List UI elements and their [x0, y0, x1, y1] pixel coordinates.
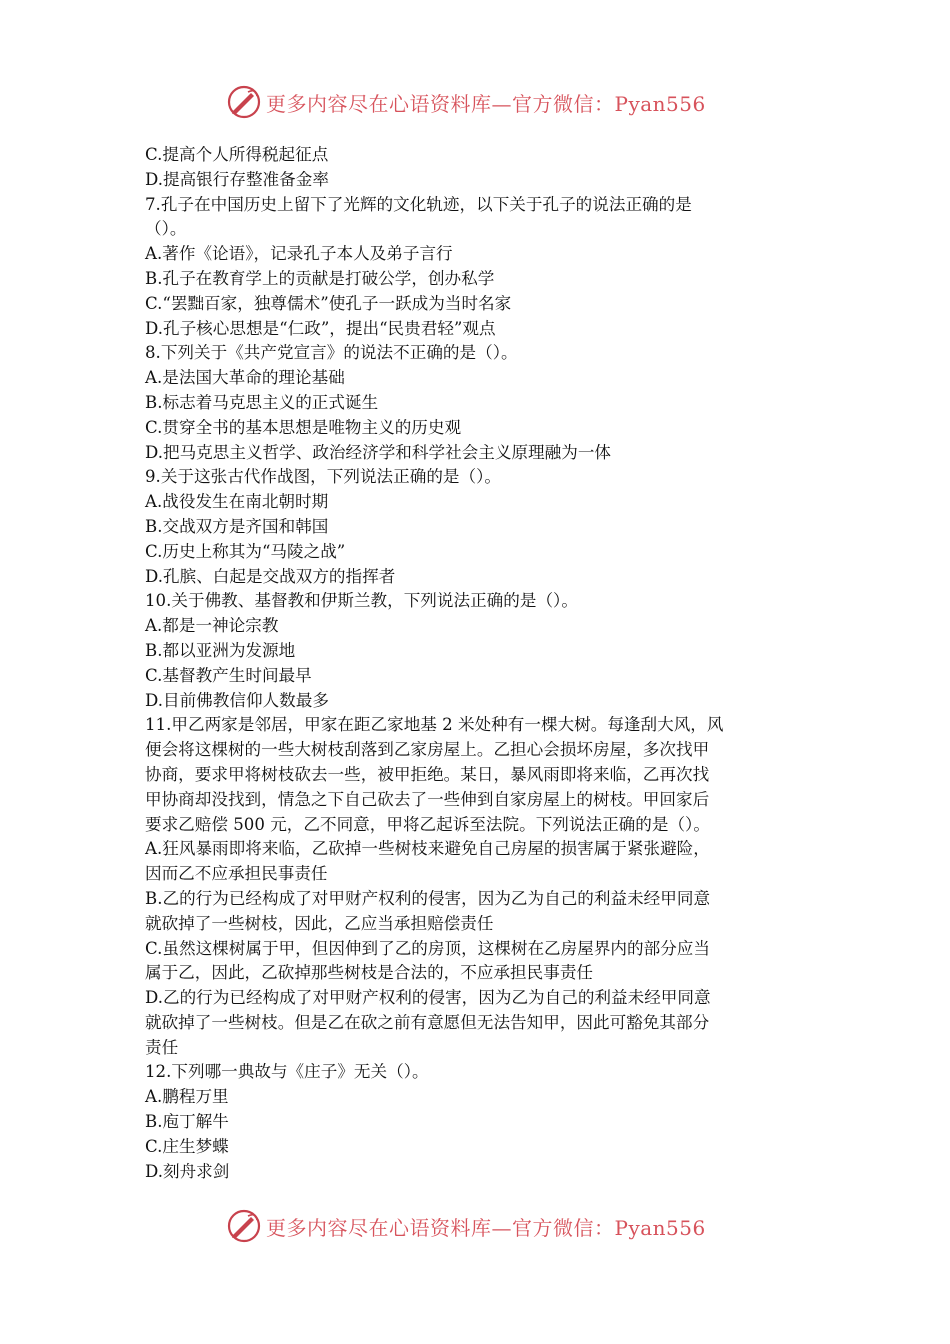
option-line: C.“罢黜百家，独尊儒术”使孔子一跃成为当时名家 [145, 293, 512, 313]
pen-circle-logo-icon [226, 1208, 262, 1244]
option-line: D.把马克思主义哲学、政治经济学和科学社会主义原理融为一体 [145, 442, 612, 462]
text-line: 责任 [145, 1037, 179, 1057]
option-line: A.都是一神论宗教 [145, 616, 279, 636]
option-line: D.孔子核心思想是“仁政”，提出“民贵君轻”观点 [145, 318, 496, 338]
text-line: 就砍掉了一些树枝。但是乙在砍之前有意愿但无法告知甲，因此可豁免其部分 [145, 1012, 710, 1032]
option-line: C.庄生梦蝶 [145, 1136, 229, 1156]
option-line: A.是法国大革命的理论基础 [145, 368, 345, 388]
option-line: B.都以亚洲为发源地 [145, 640, 296, 660]
text-line: 因而乙不应承担民事责任 [145, 864, 328, 884]
footer-banner [0, 1206, 950, 1246]
option-line: C.历史上称其为“马陵之战” [145, 541, 346, 561]
question-line: 10.关于佛教、基督教和伊斯兰教，下列说法正确的是（）。 [145, 591, 578, 611]
header-banner [0, 82, 950, 122]
question-line: 9.关于这张古代作战图，下列说法正确的是（）。 [145, 467, 501, 487]
text-line: D.提高银行存整准备金率 [145, 169, 329, 189]
option-line: D.目前佛教信仰人数最多 [145, 690, 329, 710]
option-line: B.标志着马克思主义的正式诞生 [145, 392, 379, 412]
option-line: B.孔子在教育学上的贡献是打破公学，创办私学 [145, 268, 495, 288]
text-line: 就砍掉了一些树枝，因此，乙应当承担赔偿责任 [145, 913, 494, 933]
option-line: D.乙的行为已经构成了对甲财产权利的侵害，因为乙为自己的利益未经甲同意 [145, 988, 711, 1008]
question-line: 11.甲乙两家是邻居，甲家在距乙家地基 2 米处种有一棵大树。每逢刮大风，风 [145, 715, 724, 735]
text-line: 协商，要求甲将树枝砍去一些，被甲拒绝。某日，暴风雨即将来临，乙再次找 [145, 764, 710, 784]
text-line: 属于乙，因此，乙砍掉那些树枝是合法的，不应承担民事责任 [145, 963, 594, 983]
option-line: A.狂风暴雨即将来临，乙砍掉一些树枝来避免自己房屋的损害属于紧张避险， [145, 839, 710, 859]
option-line: D.刻舟求剑 [145, 1161, 230, 1181]
option-line: C.基督教产生时间最早 [145, 665, 312, 685]
option-line: A.鹏程万里 [145, 1087, 229, 1107]
option-line: C.贯穿全书的基本思想是唯物主义的历史观 [145, 417, 462, 437]
option-line: D.孔膑、白起是交战双方的指挥者 [145, 566, 396, 586]
question-line: 12.下列哪一典故与《庄子》无关（）。 [145, 1062, 429, 1082]
document-body [145, 143, 810, 1184]
text-line: 要求乙赔偿 500 元，乙不同意，甲将乙起诉至法院。下列说法正确的是（）。 [145, 814, 710, 834]
question-line: 7.孔子在中国历史上留下了光辉的文化轨迹，以下关于孔子的说法正确的是 [145, 194, 692, 214]
pen-circle-logo-icon [226, 84, 262, 120]
text-line: 便会将这棵树的一些大树枝刮落到乙家房屋上。乙担心会损坏房屋，多次找甲 [145, 740, 710, 760]
banner-text: 更多内容尽在心语资料库—官方微信：Pyan556 [266, 1215, 706, 1240]
question-line: 8.下列关于《共产党宣言》的说法不正确的是（）。 [145, 343, 518, 363]
option-line: A.战役发生在南北朝时期 [145, 492, 329, 512]
option-line: A.著作《论语》，记录孔子本人及弟子言行 [145, 244, 453, 264]
text-line: C.提高个人所得税起征点 [145, 145, 329, 164]
text-line: 甲协商却没找到，情急之下自己砍去了一些伸到自家房屋上的树枝。甲回家后 [145, 789, 710, 809]
option-line: C.虽然这棵树属于甲，但因伸到了乙的房顶，这棵树在乙房屋界内的部分应当 [145, 938, 710, 958]
option-line: B.庖丁解牛 [145, 1112, 229, 1132]
option-line: B.交战双方是齐国和韩国 [145, 516, 329, 536]
text-line: （）。 [145, 219, 187, 239]
banner-text: 更多内容尽在心语资料库—官方微信：Pyan556 [266, 91, 706, 116]
option-line: B.乙的行为已经构成了对甲财产权利的侵害，因为乙为自己的利益未经甲同意 [145, 888, 711, 908]
